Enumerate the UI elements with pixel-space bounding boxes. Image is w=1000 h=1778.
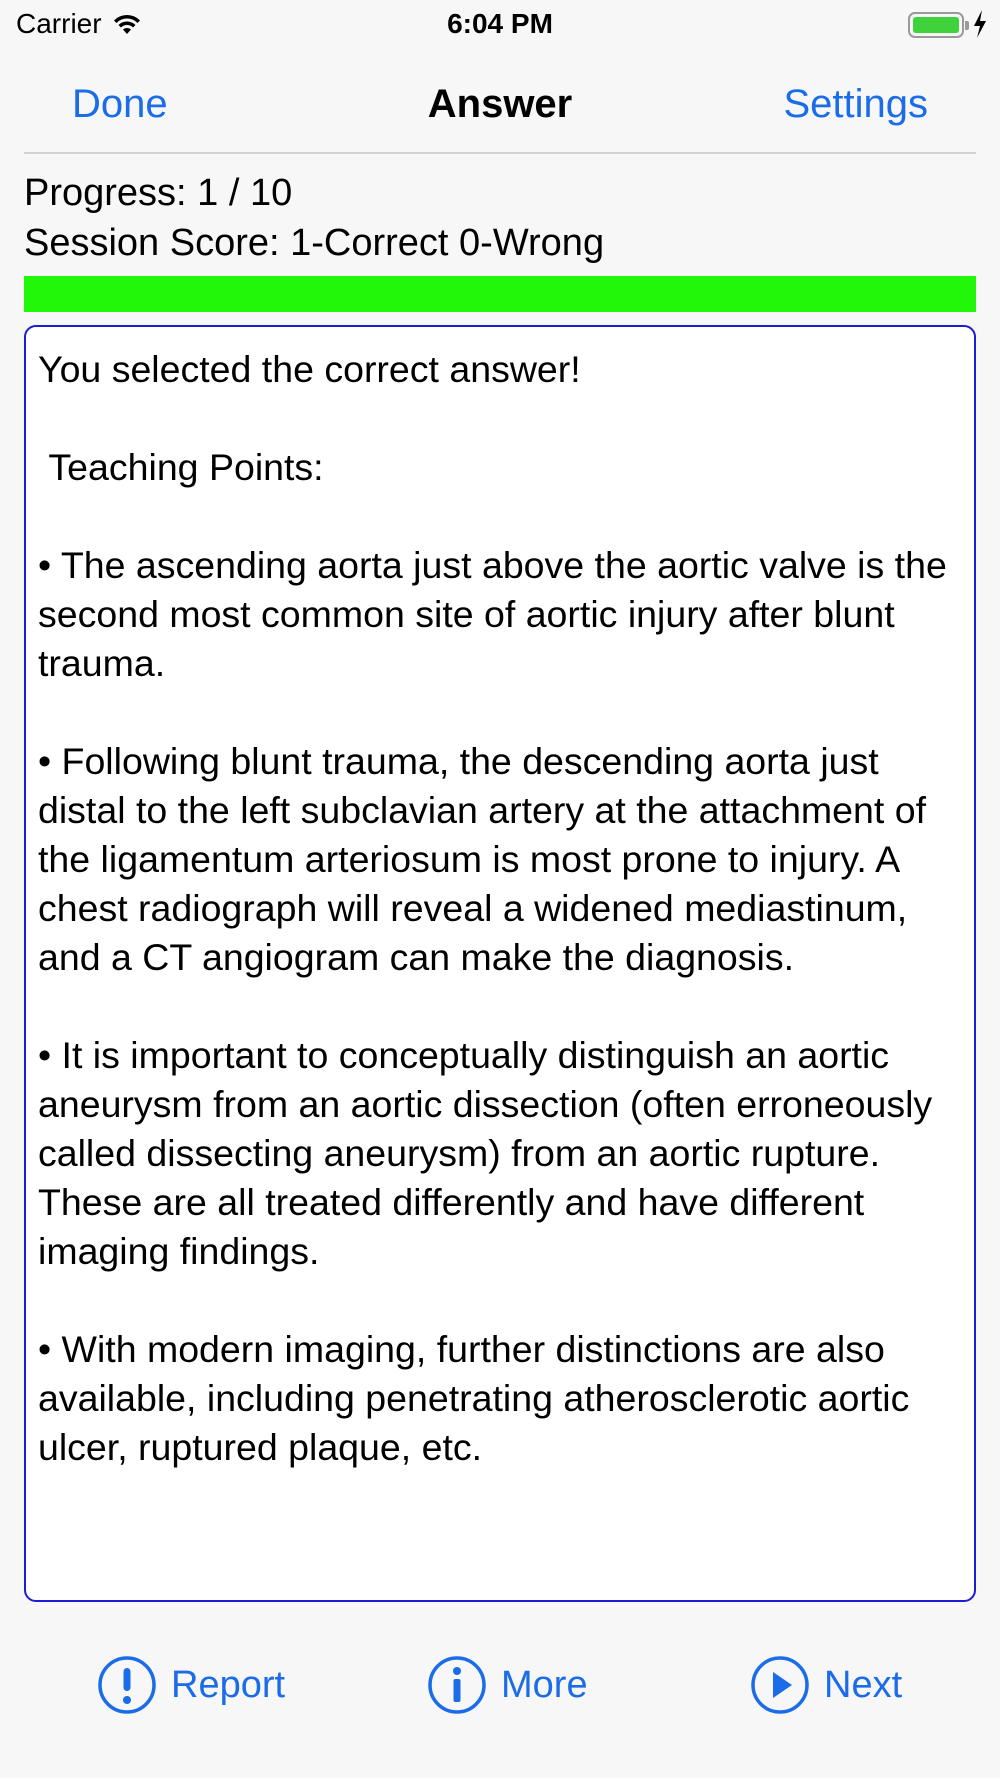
battery-icon xyxy=(908,12,964,38)
result-message: You selected the correct answer! xyxy=(38,348,581,390)
charging-bolt-icon xyxy=(972,10,988,38)
teaching-point: • Following blunt trauma, the descending aorta just distal to the left subclavian artery at the attachment of the ligamentum arteriosum is most prone to injury. A chest radiograph will reveal a widened mediastinum, and a CT angiogram can make the diagnosis. xyxy=(38,740,937,978)
exclamation-circle-icon xyxy=(97,1655,157,1715)
progress-count: Progress: 1 / 10 xyxy=(24,172,293,214)
teaching-point: • With modern imaging, further distinctions are also available, including penetrating atherosclerotic aortic ulcer, ruptured plaque, etc. xyxy=(38,1328,920,1468)
next-label: Next xyxy=(824,1663,903,1706)
more-label: More xyxy=(501,1663,588,1706)
page-title: Answer xyxy=(427,82,573,126)
progress-bar-fill xyxy=(24,276,976,312)
done-button[interactable]: Done xyxy=(72,82,168,126)
report-label: Report xyxy=(171,1663,286,1706)
play-circle-icon xyxy=(750,1655,810,1715)
progress-bar xyxy=(24,276,976,312)
next-button[interactable] xyxy=(750,1650,902,1720)
carrier-label: Carrier xyxy=(16,8,102,39)
teaching-points-heading: Teaching Points: xyxy=(38,446,324,488)
navigation-bar xyxy=(24,54,976,154)
info-circle-icon xyxy=(427,1655,487,1715)
settings-button[interactable]: Settings xyxy=(783,82,928,126)
answer-explanation[interactable] xyxy=(24,325,976,1602)
session-score: Session Score: 1-Correct 0-Wrong xyxy=(24,222,605,264)
status-bar xyxy=(0,0,1000,50)
battery-fill xyxy=(913,17,959,33)
teaching-point: • It is important to conceptually distinguish an aortic aneurysm from an aortic dissection (often erroneously called dissecting aneurysm) from an aortic rupture. These are all treated differently and have different imaging findings. xyxy=(38,1034,943,1272)
more-button[interactable] xyxy=(427,1650,588,1720)
teaching-point: • The ascending aorta just above the aortic valve is the second most common site of aortic injury after blunt trauma. xyxy=(38,544,958,684)
clock: 6:04 PM xyxy=(447,8,553,39)
report-button[interactable] xyxy=(97,1650,285,1720)
bottom-toolbar xyxy=(0,1650,1000,1720)
progress-info xyxy=(24,168,604,268)
